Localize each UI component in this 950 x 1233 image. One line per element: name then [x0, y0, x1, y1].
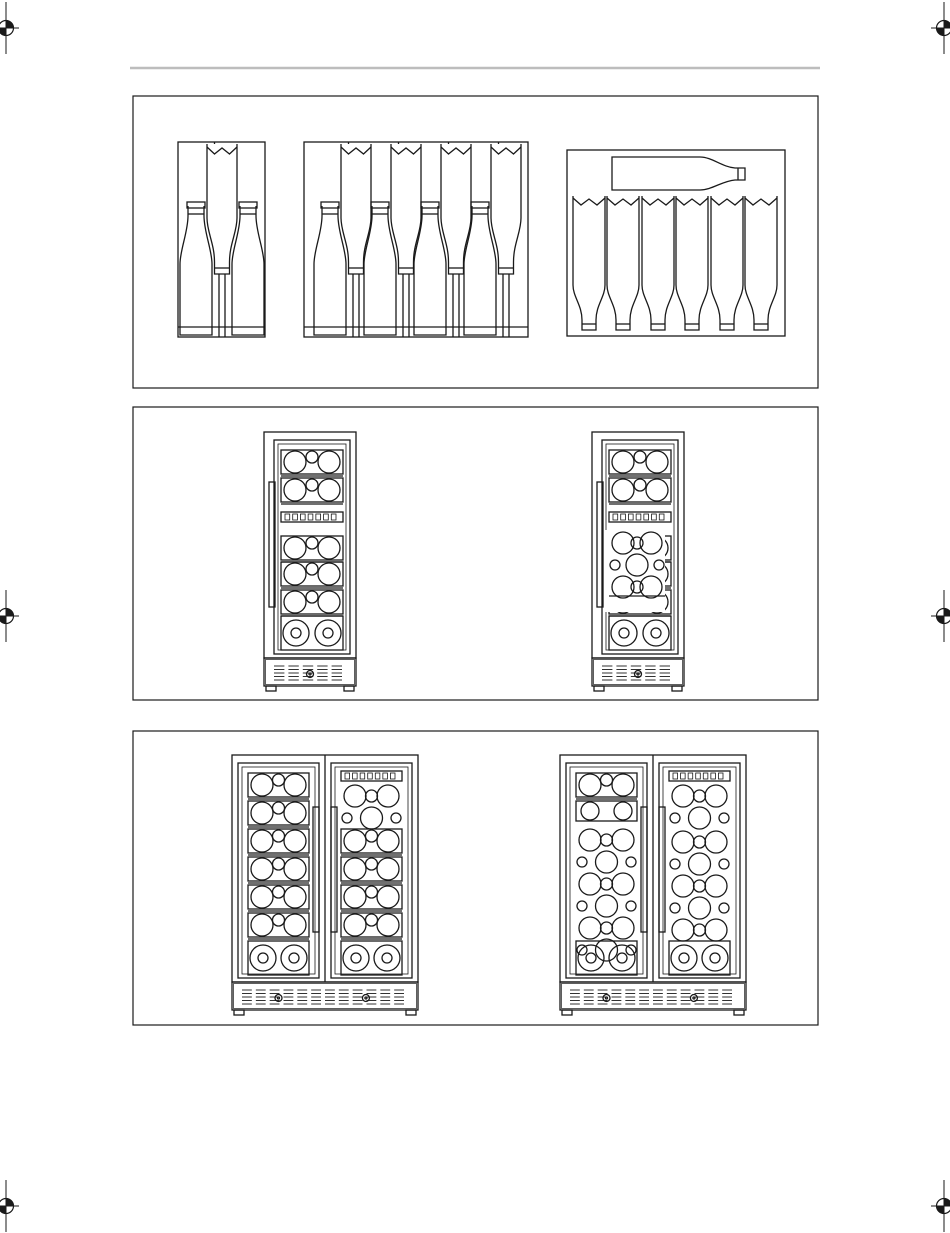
registration-mark-middle-left — [0, 590, 19, 642]
bottle-end — [579, 774, 601, 796]
control-button — [628, 514, 633, 520]
control-panel — [609, 512, 671, 522]
foot — [672, 686, 682, 691]
bottle-end-rear — [634, 451, 646, 463]
foot — [234, 1010, 244, 1015]
bottle-end — [318, 537, 340, 559]
control-button — [696, 773, 701, 779]
bottle-end — [596, 939, 618, 961]
bottle-end-small — [694, 924, 706, 936]
bottle-end — [284, 914, 306, 936]
bottle-end — [251, 774, 273, 796]
plinth-knob-center — [365, 997, 367, 999]
foot — [734, 1010, 744, 1015]
bottle-inverted — [607, 196, 639, 330]
bottle-end — [672, 831, 694, 853]
bottle-end — [612, 451, 634, 473]
registration-mark-bottom-right — [931, 1180, 950, 1232]
plinth-knob — [362, 995, 369, 1002]
bottle-end-large — [281, 945, 307, 971]
plinth-knob-center — [693, 997, 695, 999]
bottle-end-large — [374, 945, 400, 971]
control-button — [324, 514, 329, 520]
left-door-glass — [566, 763, 647, 978]
bottle-inverted — [711, 196, 743, 330]
shelf-frame — [281, 590, 343, 614]
plinth-knob-center — [637, 673, 639, 675]
plinth-knob-center — [309, 673, 311, 675]
bottle-end-small — [670, 903, 680, 913]
bottle-end — [284, 451, 306, 473]
shelf-frame — [281, 450, 343, 474]
bottle-end-large — [702, 945, 728, 971]
plinth-knob-center — [606, 997, 608, 999]
bottle-end — [689, 807, 711, 829]
control-button — [383, 773, 388, 779]
bottle-end-large — [343, 945, 369, 971]
bottle-end — [284, 830, 306, 852]
bottle-end-small — [670, 859, 680, 869]
bottle-end — [612, 829, 634, 851]
bottle-end-rear — [273, 914, 285, 926]
control-button — [681, 773, 686, 779]
stack-area — [605, 530, 665, 612]
bottle-cap — [239, 202, 257, 208]
bottle-end-rear — [306, 537, 318, 549]
plinth-inner — [594, 660, 683, 685]
bottle-end-small — [366, 790, 378, 802]
bottle-end — [361, 807, 383, 829]
control-button — [293, 514, 298, 520]
foot — [594, 686, 604, 691]
bottle-punt — [710, 953, 720, 963]
bottle-end — [377, 830, 399, 852]
bottle-end — [251, 914, 273, 936]
bottle-end-large — [250, 945, 276, 971]
bottle-end — [579, 829, 601, 851]
bottle-end — [596, 851, 618, 873]
shelf-frame — [248, 885, 309, 909]
bottle-end — [284, 802, 306, 824]
bottle-end-rear — [366, 914, 378, 926]
control-panel — [669, 771, 730, 781]
bottle-end — [344, 858, 366, 880]
bottle-end — [672, 919, 694, 941]
bottle-end-rear — [306, 563, 318, 575]
single-door-cooler-standard — [264, 432, 356, 691]
door-glass-inner — [278, 444, 346, 650]
shelf-frame — [248, 857, 309, 881]
bottle-end — [251, 886, 273, 908]
bottle-punt — [679, 953, 689, 963]
bottle-end — [646, 479, 668, 501]
control-button — [300, 514, 305, 520]
bottle-inverted — [642, 196, 674, 330]
bottle-end-small — [719, 859, 729, 869]
bottle-punt — [323, 628, 333, 638]
bottle-end-rear — [273, 774, 285, 786]
bottle-end — [579, 917, 601, 939]
bottle-end — [689, 853, 711, 875]
control-button — [331, 514, 336, 520]
rack-three-bottles — [178, 142, 265, 337]
bottle-cap — [471, 202, 489, 208]
bottle-end — [612, 774, 634, 796]
control-button — [673, 773, 678, 779]
bottle-end-large — [643, 620, 669, 646]
shelf-frame — [248, 773, 309, 797]
bottle-end-large — [671, 945, 697, 971]
bottle-end-small — [670, 813, 680, 823]
control-button — [659, 514, 664, 520]
bottle-end — [579, 873, 601, 895]
bottle-end — [612, 917, 634, 939]
bottle-end-large — [315, 620, 341, 646]
shelf-frame — [248, 913, 309, 937]
bottle-end — [646, 451, 668, 473]
bottle-end — [251, 830, 273, 852]
bottle-end-large — [283, 620, 309, 646]
bottle-end — [672, 875, 694, 897]
control-button — [644, 514, 649, 520]
bottle-end-small — [719, 903, 729, 913]
bottle-end-small — [626, 901, 636, 911]
bottle-end-small — [719, 813, 729, 823]
bottle-end-rear — [273, 830, 285, 842]
control-button — [375, 773, 380, 779]
bottle-end-rear — [273, 886, 285, 898]
double-door-cooler-standard — [232, 755, 418, 1015]
bottle-end-small — [694, 880, 706, 892]
bottle-end — [284, 858, 306, 880]
bottle-end — [318, 451, 340, 473]
bottle-end-small — [601, 878, 613, 890]
bottle-end — [705, 831, 727, 853]
control-button — [621, 514, 626, 520]
bottle-punt — [291, 628, 301, 638]
bottle-base-notch — [711, 198, 743, 205]
bottle-end — [705, 785, 727, 807]
control-button — [316, 514, 321, 520]
shelf-frame — [341, 913, 402, 937]
foot — [266, 686, 276, 691]
bottle-punt — [382, 953, 392, 963]
plinth — [592, 658, 684, 686]
plinth-knob-center — [278, 997, 280, 999]
bottle-end-rear — [366, 858, 378, 870]
plinth-inner — [266, 660, 355, 685]
control-button — [718, 773, 723, 779]
bottle-end-rear — [366, 830, 378, 842]
bottle-end — [377, 858, 399, 880]
bottle-end — [318, 563, 340, 585]
foot — [562, 1010, 572, 1015]
shelf-frame — [609, 450, 671, 474]
panel-single-door-coolers — [133, 407, 818, 700]
shelf-frame — [341, 829, 402, 853]
control-button — [285, 514, 290, 520]
bottle-inverted — [676, 196, 708, 330]
bottle-end-small — [577, 901, 587, 911]
control-button — [353, 773, 358, 779]
bottle-end — [344, 785, 366, 807]
bottle-end — [614, 802, 632, 820]
bottle-punt — [617, 953, 627, 963]
bottle-end — [705, 919, 727, 941]
bottle-base-notch — [676, 198, 708, 205]
bottle-end — [251, 858, 273, 880]
bottle-end-small — [342, 813, 352, 823]
rack-nine-bottles — [304, 142, 528, 337]
bottle-lying — [612, 157, 745, 190]
bottle-end — [251, 802, 273, 824]
bottle-end-large — [611, 620, 637, 646]
bottle-end — [284, 479, 306, 501]
right-door-handle — [331, 807, 337, 932]
door-glass — [274, 440, 350, 654]
bottle-end-rear — [306, 479, 318, 491]
door-glass-inner — [570, 767, 643, 974]
bottle-end — [344, 830, 366, 852]
bottle-end-small — [694, 790, 706, 802]
bottle-end — [581, 802, 599, 820]
foot — [344, 686, 354, 691]
control-panel — [281, 512, 343, 522]
bottle-end — [705, 875, 727, 897]
bottle-punt — [586, 953, 596, 963]
bottle-punt — [351, 953, 361, 963]
control-button — [613, 514, 618, 520]
plinth — [560, 982, 746, 1010]
shelf-frame — [248, 801, 309, 825]
bottle-end — [672, 785, 694, 807]
bottle-end-rear — [273, 858, 285, 870]
bottle-end — [284, 886, 306, 908]
control-button — [636, 514, 641, 520]
registration-mark-middle-right — [931, 590, 950, 642]
bottle-end — [284, 563, 306, 585]
bottle-cap — [371, 202, 389, 208]
bottle-end-rear — [273, 802, 285, 814]
right-door-glass — [659, 763, 740, 978]
control-panel — [341, 771, 402, 781]
bottle-base-notch — [642, 198, 674, 205]
shelf-frame — [248, 829, 309, 853]
shelf-frame — [341, 857, 402, 881]
control-button — [688, 773, 693, 779]
control-button — [345, 773, 350, 779]
bottle-end-small — [601, 922, 613, 934]
plinth-inner — [562, 984, 745, 1009]
single-door-cooler-stacked — [592, 432, 684, 691]
double-door-cooler-stacked — [560, 755, 746, 1015]
control-button — [652, 514, 657, 520]
bottle-end — [344, 886, 366, 908]
foot — [406, 1010, 416, 1015]
bottle-end — [596, 895, 618, 917]
bottle-end-rear — [634, 479, 646, 491]
left-door-handle — [641, 807, 647, 932]
bottle-end — [344, 914, 366, 936]
plinth-inner — [234, 984, 417, 1009]
bottle-end — [689, 897, 711, 919]
bottle-end — [377, 886, 399, 908]
bottle-base-notch — [745, 198, 777, 205]
shelf-frame — [341, 885, 402, 909]
bottle-end-small — [626, 857, 636, 867]
bottle-cap — [321, 202, 339, 208]
bottle-end-rear — [601, 774, 613, 786]
registration-mark-bottom-left — [0, 1180, 19, 1232]
bottle-end-rear — [306, 451, 318, 463]
bottle-base-notch — [573, 198, 605, 205]
bottle-punt — [651, 628, 661, 638]
bottle-inverted — [573, 196, 605, 330]
bottle-cap — [421, 202, 439, 208]
control-button — [711, 773, 716, 779]
control-button — [390, 773, 395, 779]
control-button — [308, 514, 313, 520]
bottle-end-small — [601, 834, 613, 846]
bottle-punt — [289, 953, 299, 963]
bottle-punt — [619, 628, 629, 638]
shelf-frame — [281, 536, 343, 560]
bottle-end — [377, 914, 399, 936]
shelf-frame — [576, 773, 637, 797]
bottle-end — [612, 479, 634, 501]
plinth-knob — [690, 995, 697, 1002]
registration-mark-top-left — [0, 2, 19, 54]
bottle-end — [318, 591, 340, 613]
control-button — [703, 773, 708, 779]
bottle-end-small — [694, 836, 706, 848]
control-button — [368, 773, 373, 779]
bottle-end — [284, 774, 306, 796]
shelf-frame — [609, 478, 671, 502]
bottle-end-large — [609, 945, 635, 971]
bottle-end-large — [578, 945, 604, 971]
bottle-inverted — [745, 196, 777, 330]
right-door-handle — [659, 807, 665, 932]
plinth — [264, 658, 356, 686]
bottle-end — [284, 537, 306, 559]
left-door-handle — [313, 807, 319, 932]
bottle-end — [284, 591, 306, 613]
rack-six-bottles-top-view — [567, 150, 785, 336]
bottle-end — [377, 785, 399, 807]
bottle-end-small — [577, 857, 587, 867]
bottle-base-notch — [607, 198, 639, 205]
bottle-punt — [258, 953, 268, 963]
registration-mark-top-right — [931, 2, 950, 54]
bottle-end — [318, 479, 340, 501]
control-button — [360, 773, 365, 779]
bottle-end-rear — [366, 886, 378, 898]
bottle-cap — [187, 202, 205, 208]
shelf-frame — [281, 478, 343, 502]
door-glass-inner — [663, 767, 736, 974]
bottle-end-small — [391, 813, 401, 823]
bottle-end-rear — [306, 591, 318, 603]
shelf-frame — [281, 562, 343, 586]
bottle-end — [612, 873, 634, 895]
plinth — [232, 982, 418, 1010]
